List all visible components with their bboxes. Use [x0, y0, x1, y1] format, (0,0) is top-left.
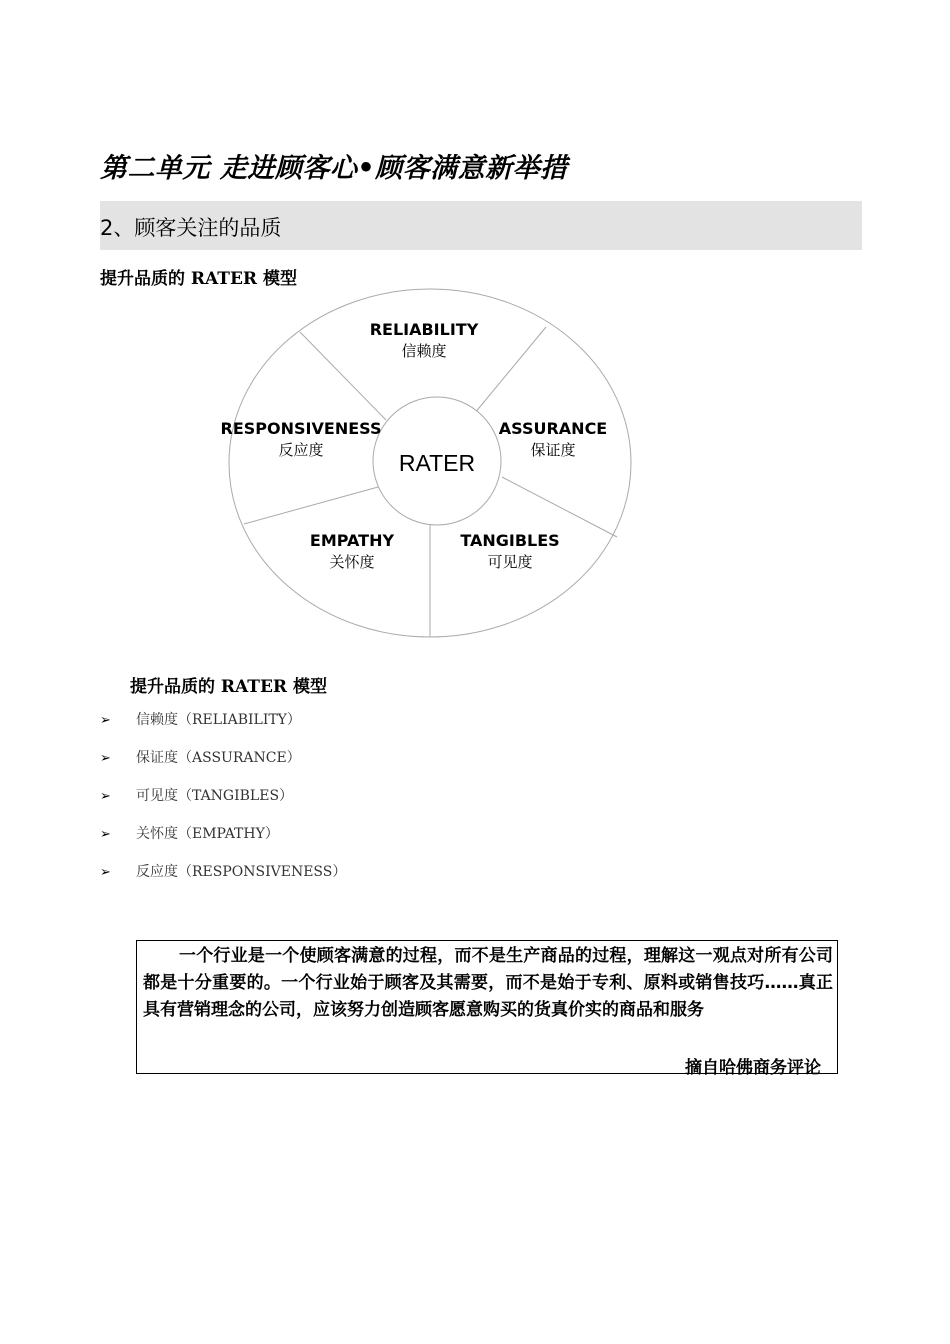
- list-item-text: 可见度（TANGIBLES）: [136, 788, 294, 804]
- list-item-text: 信赖度（RELIABILITY）: [136, 712, 301, 728]
- segment-responsiveness-en: RESPONSIVENESS: [220, 419, 382, 438]
- list-item-text: 关怀度（EMPATHY）: [136, 826, 279, 842]
- arrow-bullet-icon: ➢: [100, 713, 111, 728]
- segment-reliability-zh: 信赖度: [401, 342, 447, 360]
- divider-reliability-responsiveness: [300, 332, 386, 420]
- rater-list: [100, 706, 346, 896]
- arrow-bullet-icon: ➢: [100, 865, 111, 880]
- quote-source: 摘自哈佛商务评论: [685, 1058, 821, 1078]
- segment-reliability-en: RELIABILITY: [369, 320, 479, 339]
- list-item: [100, 858, 346, 896]
- segment-assurance-en: ASSURANCE: [498, 419, 608, 438]
- list-item: [100, 706, 346, 744]
- list-item: [100, 744, 346, 782]
- arrow-bullet-icon: ➢: [100, 789, 111, 804]
- list-item-text: 反应度（RESPONSIVENESS）: [136, 864, 347, 880]
- segment-responsiveness-zh: 反应度: [278, 441, 324, 459]
- divider-assurance-tangibles: [502, 477, 617, 537]
- diagram-caption: 提升品质的 RATER 模型: [130, 677, 327, 697]
- list-item: [100, 820, 346, 858]
- segment-tangibles-en: TANGIBLES: [460, 531, 560, 550]
- arrow-bullet-icon: ➢: [100, 751, 111, 766]
- arrow-bullet-icon: ➢: [100, 827, 111, 842]
- segment-assurance-zh: 保证度: [530, 441, 576, 459]
- section-title: 2、顾客关注的品质: [100, 216, 282, 240]
- quote-text: 一个行业是一个使顾客满意的过程，而不是生产商品的过程，理解这一观点对所有公司都是十分重要的。一个行业始于顾客及其需要，而不是始于专利、原料或销售技巧……真正具有营销理念的公司，应该努力创造顾客愿意购买的货真价实的商品和服务: [143, 946, 833, 1020]
- quote-box: [136, 940, 838, 1078]
- list-item-text: 保证度（ASSURANCE）: [136, 750, 301, 766]
- list-item: [100, 782, 346, 820]
- unit-title: 第二单元 走进顾客心•顾客满意新举措: [100, 153, 568, 184]
- center-label: RATER: [398, 450, 476, 477]
- divider-empathy-responsiveness: [244, 487, 378, 524]
- segment-empathy-en: EMPATHY: [309, 531, 395, 550]
- segment-empathy-zh: 关怀度: [329, 553, 375, 571]
- segment-tangibles-zh: 可见度: [487, 553, 533, 571]
- divider-reliability-assurance: [474, 327, 546, 414]
- sub-heading: 提升品质的 RATER 模型: [100, 269, 297, 289]
